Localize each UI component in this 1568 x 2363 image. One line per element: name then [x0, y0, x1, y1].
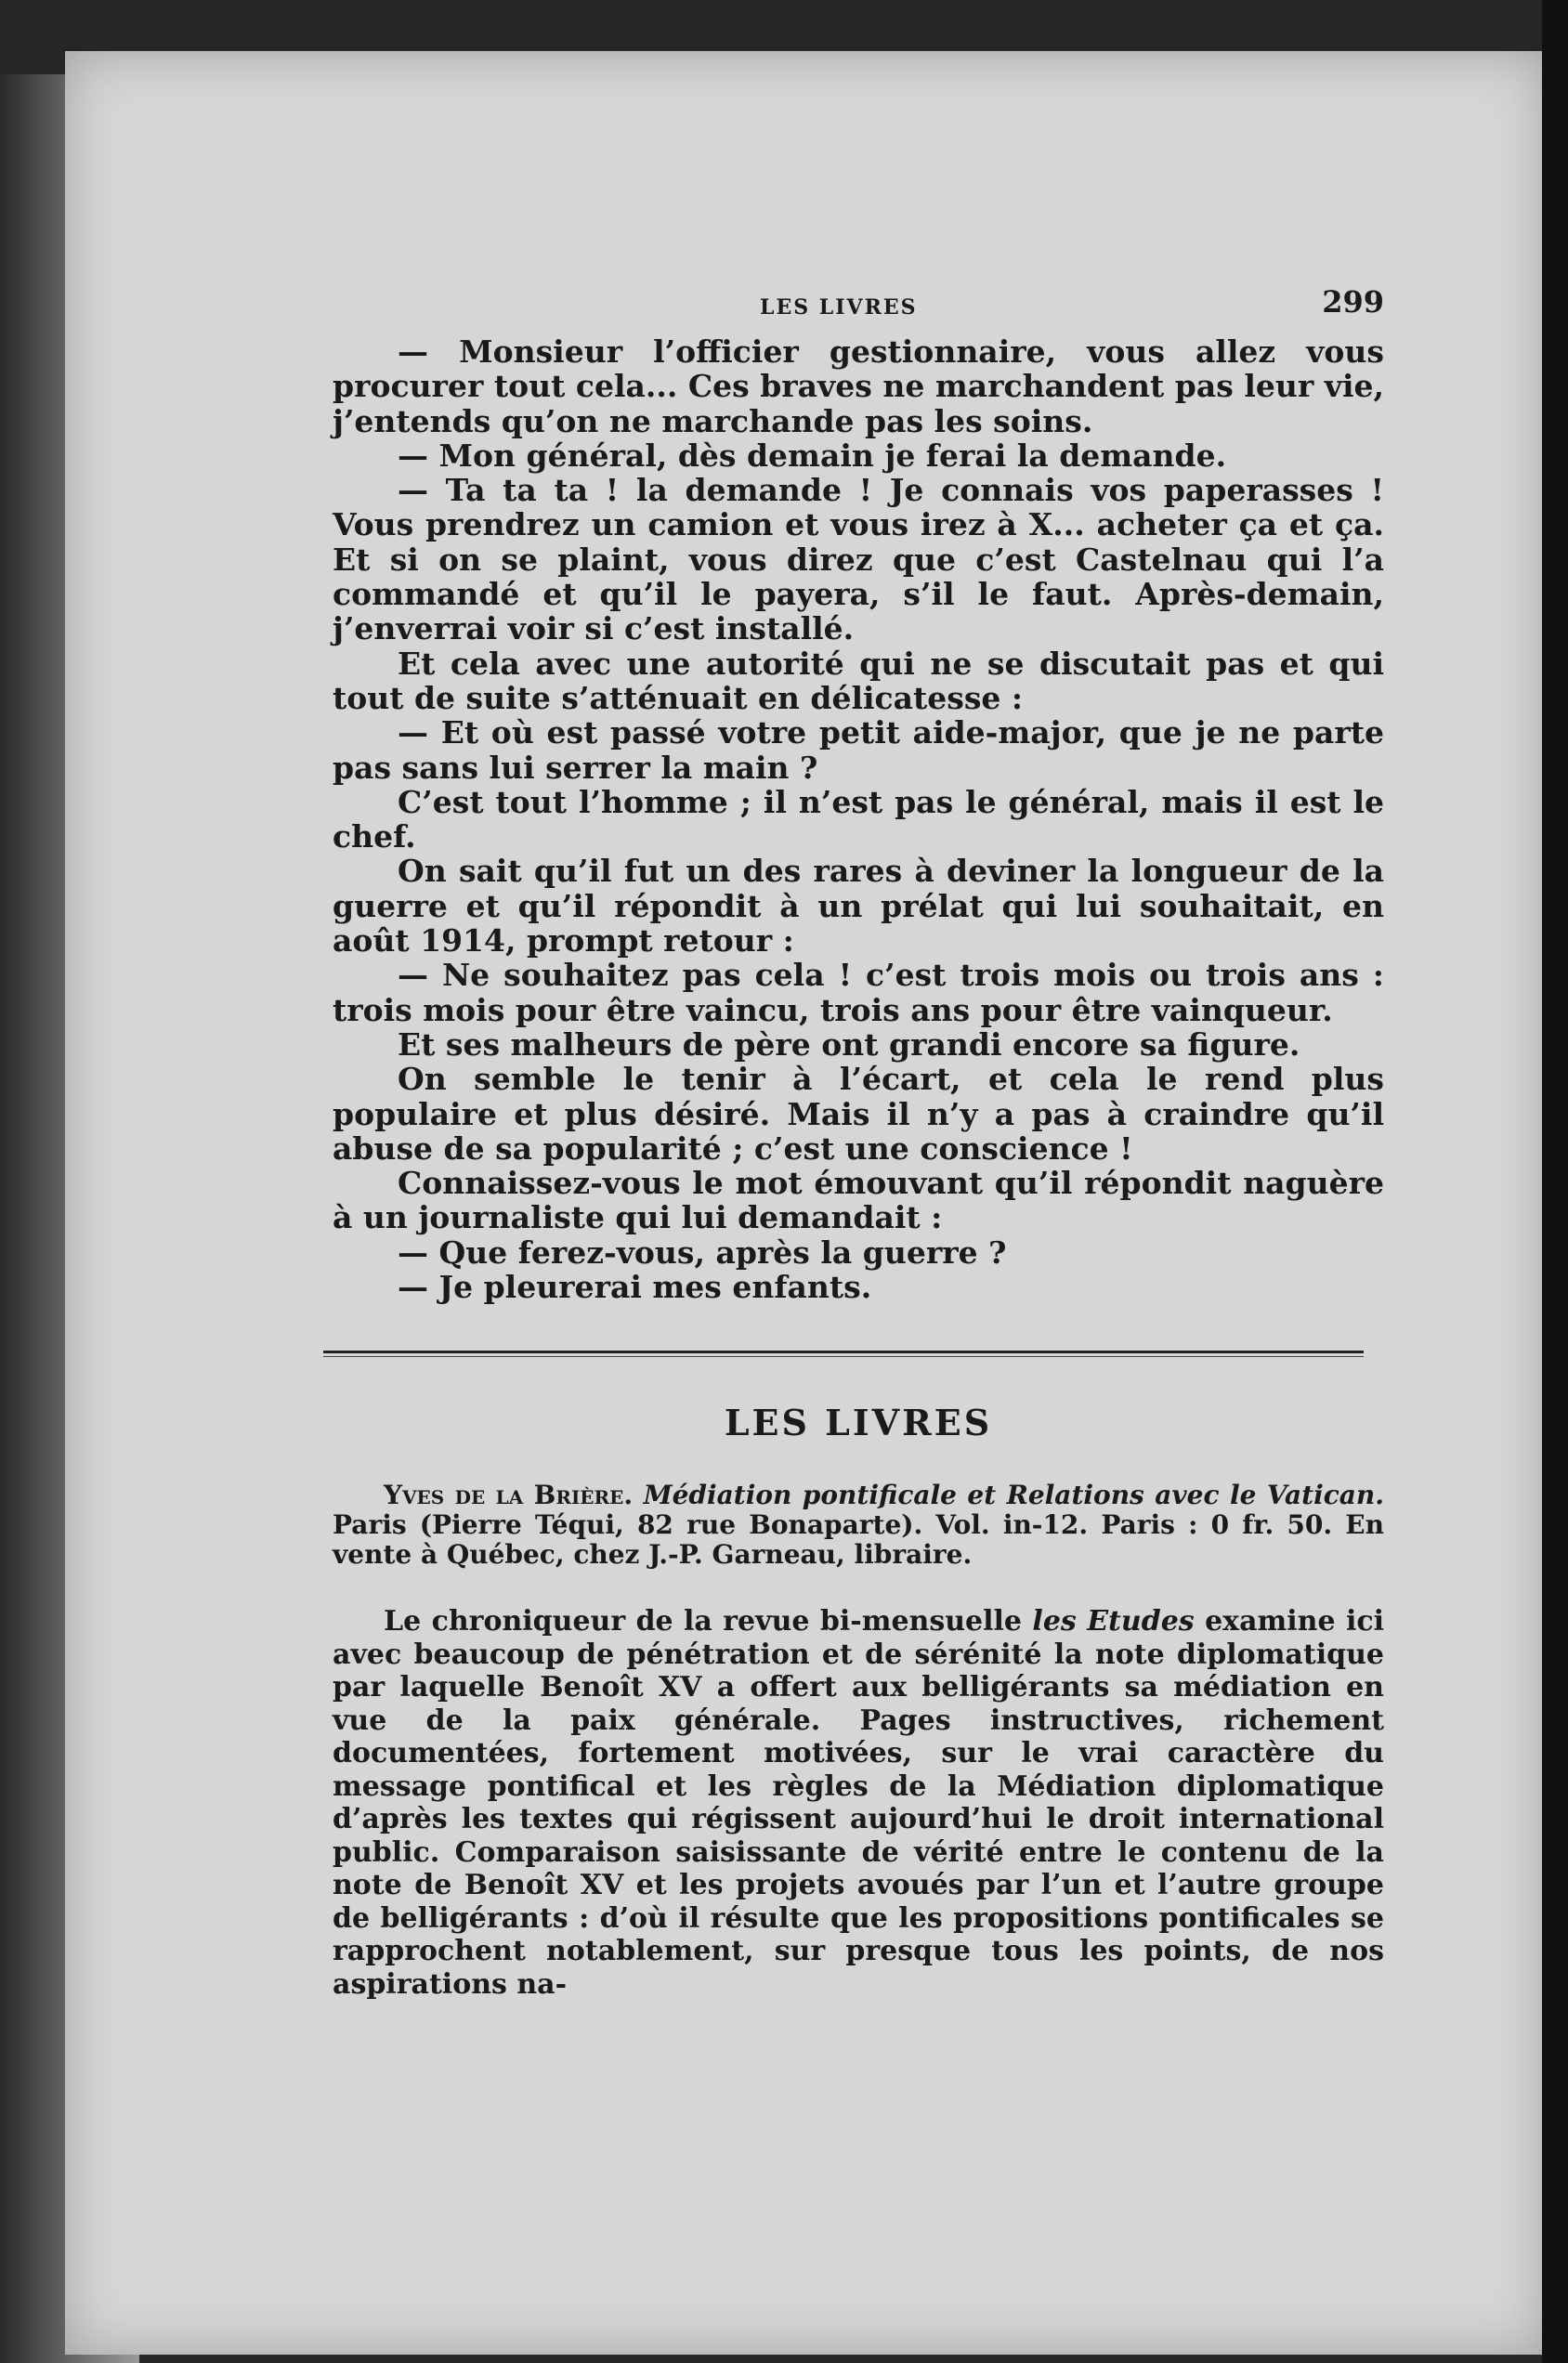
review-lead: Le chroniqueur de la revue bi-mensuelle: [384, 1605, 1023, 1638]
section-title: LES LIVRES: [724, 1402, 993, 1444]
paragraph: — Monsieur l’officier gestionnaire, vous allez vous procurer tout cela... Ces braves ne marchandent pas leur vie, j’entends qu’on ne marchande pas les soins.: [333, 333, 1384, 439]
paragraph: Connaissez-vous le mot émouvant qu’il répondit naguère à un journaliste qui lui demandait :: [333, 1165, 1384, 1236]
paragraph: C’est tout l’homme ; il n’est pas le général, mais il est le chef.: [333, 783, 1384, 855]
paragraph: On semble le tenir à l’écart, et cela le rend plus populaire et plus désiré. Mais il n’y a pas à craindre qu’il abuse de sa popularité ; c’est une conscience !: [333, 1061, 1384, 1167]
review-rest: examine ici avec beaucoup de pénétration et de sérénité la note diplomatique par laquelle Benoît XV a offert aux belligérants sa médiation en vue de la paix générale. Pages instructives, richement documentées, fortement motivées, sur le vrai caractère du message pontifical et les règles de la Médiation diplomatique d’après les textes qui régissent aujourd’hui le droit international public. Comparaison saisissante de vérité entre le contenu de la note de Benoît XV et les projets avoués par l’un et l’autre groupe de belligérants : d’où il résulte que les propositions pontificales se rapprochent notablement, sur presque tous les points, de nos aspirations na-: [333, 1605, 1384, 2001]
paragraph: Et ses malheurs de père ont grandi encore sa figure.: [398, 1025, 1300, 1063]
running-head: [333, 279, 1384, 334]
page-text: [333, 279, 1384, 2001]
narrative-body: [333, 334, 1384, 1304]
book-citation: [333, 1481, 1384, 1570]
paragraph: — Ta ta ta ! la demande ! Je connais vos paperasses ! Vous prendrez un camion et vous irez à X... acheter ça et ça. Et si on se plaint, vous direz que c’est Castelnau qui l’a commandé et qu’il le payera, s’il le faut. Après-demain, j’enverrai voir si c’est installé.: [333, 472, 1384, 647]
citation-author: Yves de la Brière.: [384, 1480, 634, 1511]
section-divider: [323, 1351, 1364, 1357]
running-head-title: LES LIVRES: [760, 295, 918, 320]
review-paragraph: [333, 1605, 1384, 2001]
book-review: [333, 1481, 1384, 2001]
paragraph: Et cela avec une autorité qui ne se discutait pas et qui tout de suite s’atténuait en délicatesse :: [333, 645, 1384, 716]
review-journal: les Etudes: [1032, 1605, 1195, 1638]
paragraph: On sait qu’il fut un des rares à deviner la longueur de la guerre et qu’il répondit à un prélat qui lui souhaitait, en août 1914, prompt retour :: [333, 853, 1384, 960]
paragraph: — Mon général, dès demain je ferai la demande.: [398, 437, 1227, 474]
citation-title: Médiation pontificale et Relations avec le Vatican.: [643, 1480, 1384, 1511]
scan-border: [1542, 0, 1568, 2363]
page-number: 299: [1322, 284, 1384, 320]
review-body: [333, 1605, 1384, 2001]
paragraph: — Ne souhaitez pas cela ! c’est trois mois ou trois ans : trois mois pour être vaincu, trois ans pour être vainqueur.: [333, 957, 1384, 1028]
paragraph: — Et où est passé votre petit aide-major, que je ne parte pas sans lui serrer la main ?: [333, 714, 1384, 786]
paragraph: — Je pleurerai mes enfants.: [398, 1269, 872, 1306]
paragraph: — Que ferez-vous, après la guerre ?: [398, 1234, 1007, 1271]
citation-details: Paris (Pierre Téqui, 82 rue Bonaparte). Vol. in-12. Paris : 0 fr. 50. En vente à Québec, chez J.-P. Garneau, libraire.: [333, 1509, 1384, 1571]
